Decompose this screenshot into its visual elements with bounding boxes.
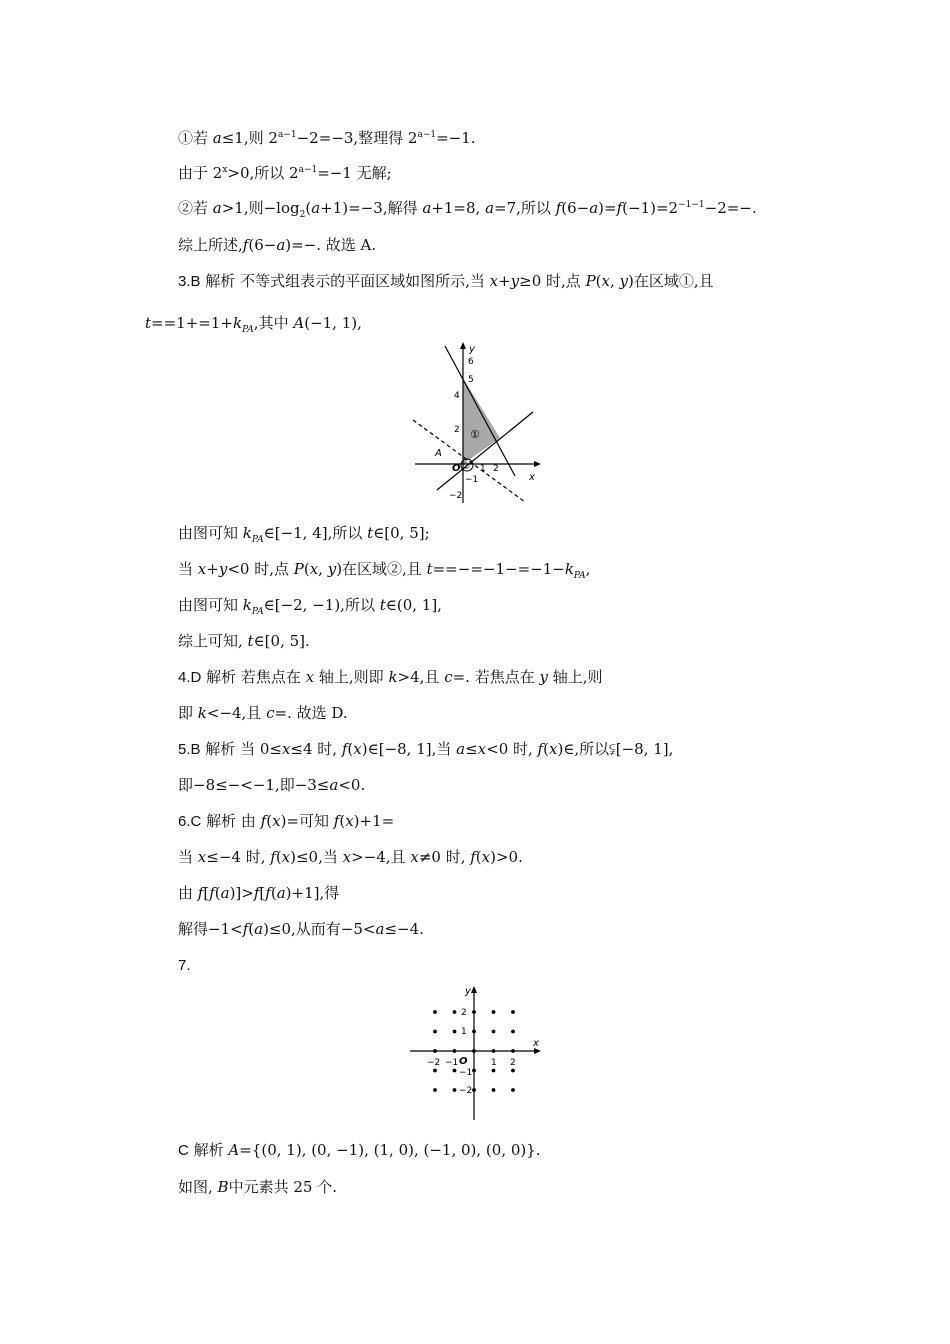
fig1-tick-6: 6 xyxy=(468,357,474,367)
fig2-tick-m2: −2 xyxy=(459,1086,473,1096)
fig1-tick-2: 2 xyxy=(454,425,460,435)
line-kpa-range-2: 由图可知 $k_{PA}\in[-2$, −1),所以 t∈(0, 1], xyxy=(178,596,442,617)
lattice-point xyxy=(453,1088,457,1092)
lattice-point xyxy=(492,1069,496,1073)
q6-line4: 解得−1<f(a)≤0,从而有−5<a≤−4. xyxy=(178,920,424,938)
y-axis-arrow xyxy=(460,342,466,349)
line-case1: ①若 a≤1,则 $2^{a-1}-2=-3$,整理得 $2^{a-1}=-1$. xyxy=(178,129,476,147)
fig2-tick-2: 2 xyxy=(461,1008,467,1018)
lattice-point xyxy=(511,1030,515,1034)
lattice-point xyxy=(472,1030,476,1034)
lattice-point xyxy=(433,1030,437,1034)
q3-line1: 3.B 解析 不等式组表示的平面区域如图所示,当 x+y≥0 时,点 P(x, y)在区域①,且 xyxy=(178,272,714,290)
lattice-point xyxy=(453,1069,457,1073)
lattice-point xyxy=(453,1010,457,1014)
fig2-tick-m1: −1 xyxy=(459,1068,473,1078)
lattice-point xyxy=(433,1088,437,1092)
lattice-point xyxy=(453,1049,457,1053)
lattice-point xyxy=(511,1010,515,1014)
fig1-region-2-label: ② xyxy=(462,462,471,472)
q3-line2: $t==1+=1+k_{PA}$,其中 A(−1, 1), xyxy=(145,314,362,335)
line-no-solution: 由于 $2^x>0$,所以 $2^{a-1}=-1$ 无解; xyxy=(178,164,392,182)
lattice-point xyxy=(433,1049,437,1053)
fig1-tick-4: 4 xyxy=(454,391,460,401)
q5-line1: 5.B 解析 当 0≤x≤4 时, f(x)∈[−8, 1],当 a≤x<0 时, f(x)∈,所以⫋[−8, 1], xyxy=(178,740,674,758)
lattice-point xyxy=(492,1030,496,1034)
line-case2: ②若 a>1,则$-\log_2(a+1)=-3$,解得 a+1=8, a=7,所以 $f(6-a)=f(-1)=2^{-1-1}-2=-$. xyxy=(178,199,757,220)
fig2-x-label: x xyxy=(533,1038,539,1049)
fig2-tick-x2: 2 xyxy=(510,1058,516,1068)
line-summary-2: 综上所述,f(6−a)=−. 故选 A. xyxy=(178,236,377,254)
lattice-point xyxy=(511,1049,515,1053)
fig1-region-1-label: ① xyxy=(470,428,480,441)
line-kpa-range-1: 由图可知 $k_{PA}\in[-1$, 4],所以 t∈[0, 5]; xyxy=(178,524,430,545)
fig2-y-axis-arrow xyxy=(471,986,477,993)
lattice-point xyxy=(472,1049,476,1053)
fig2-tick-xm1: −1 xyxy=(445,1058,459,1068)
line-summary-3: 综上可知, t∈[0, 5]. xyxy=(178,632,310,650)
fig1-tick-2x: 2 xyxy=(493,464,499,474)
lattice-point xyxy=(492,1088,496,1092)
q6-line2: 当 x≤−4 时, f(x)≤0,当 x>−4,且 x≠0 时, f(x)>0. xyxy=(178,848,523,866)
region-figure xyxy=(405,338,555,503)
fig1-y-label: y xyxy=(469,344,475,355)
lattice-point xyxy=(433,1069,437,1073)
lattice-point xyxy=(492,1049,496,1053)
x-axis-arrow xyxy=(534,461,541,467)
q6-line3: 由 f[f(a)]>f[f(a)+1],得 xyxy=(178,884,340,902)
q4-line2: 即 k<−4,且 c=. 故选 D. xyxy=(178,704,348,722)
fig2-tick-1: 1 xyxy=(461,1027,467,1037)
fig2-origin: O xyxy=(459,1056,468,1067)
q7-number: 7. xyxy=(178,957,191,974)
fig1-x-label: x xyxy=(529,472,535,483)
lattice-point xyxy=(511,1088,515,1092)
fig2-tick-xm2: −2 xyxy=(427,1058,441,1068)
fig2-y-label: y xyxy=(465,986,471,997)
lattice-point xyxy=(492,1010,496,1014)
lattice-point xyxy=(472,1069,476,1073)
lattice-point xyxy=(472,1010,476,1014)
fig1-tick-5: 5 xyxy=(468,375,474,385)
fig1-tick-m2: −2 xyxy=(449,491,463,501)
q7-line1: C 解析 A={(0, 1), (0, −1), (1, 0), (−1, 0), (0, 0)}. xyxy=(178,1141,541,1159)
fig1-tick-1x: 1 xyxy=(480,464,486,474)
q7-line2: 如图, B中元素共 25 个. xyxy=(178,1178,337,1196)
fig1-point-a: A xyxy=(435,448,442,459)
lattice-figure xyxy=(405,980,550,1122)
fig1-origin: O xyxy=(452,463,461,474)
line-region-2: 当 x+y<0 时,点 P(x, y)在区域②,且 $t==-=-1-=-1-k_{PA}$, xyxy=(178,560,591,581)
q4-line1: 4.D 解析 若焦点在 x 轴上,则即 k>4,且 c=. 若焦点在 y 轴上,则 xyxy=(178,668,603,686)
q5-line2: 即−8≤−<−1,即−3≤a<0. xyxy=(178,776,366,794)
fig1-tick-m1: −1 xyxy=(465,475,479,485)
fig2-tick-x1: 1 xyxy=(491,1058,497,1068)
line-boundary-steep xyxy=(445,346,515,476)
lattice-point xyxy=(453,1030,457,1034)
lattice-point xyxy=(511,1069,515,1073)
lattice-point xyxy=(433,1010,437,1014)
q6-line1: 6.C 解析 由 f(x)=可知 f(x)+1= xyxy=(178,812,395,830)
lattice-point xyxy=(472,1088,476,1092)
